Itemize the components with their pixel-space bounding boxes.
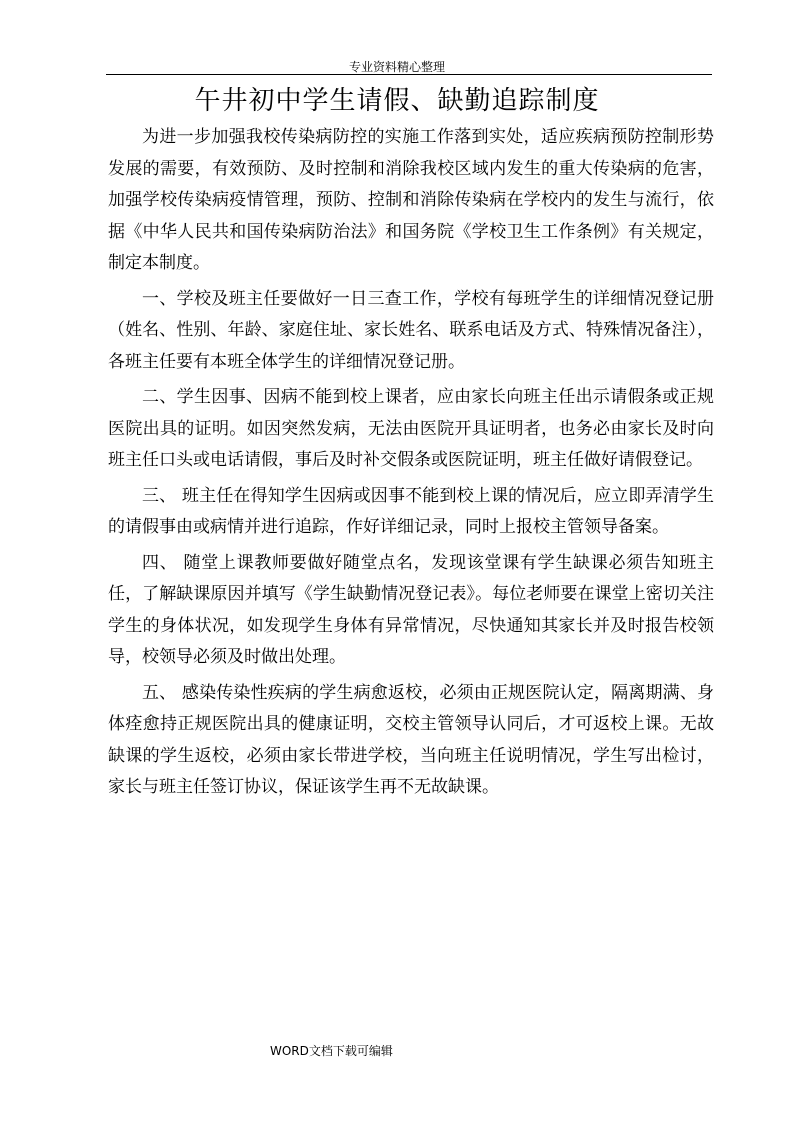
document-title: 午井初中学生请假、缺勤追踪制度 xyxy=(194,86,600,116)
paragraph-intro: 为进一步加强我校传染病防控的实施工作落到实处，适应疾病预防控制形势发展的需要，有效预防、及时控制和消除我校区域内发生的重大传染病的危害，加强学校传染病疫情管理，预防、控制和消除传染病在学校内的发生与流行，依据《中华人民共和国传染病防治法》和国务院《学校卫生工作条例》有关规定，制定本制度。 xyxy=(108,127,714,273)
page-header-text: 专业资料精心整理 xyxy=(348,60,445,74)
header-divider xyxy=(106,74,712,75)
paragraph-item-4: 四、 随堂上课教师要做好随堂点名，发现该堂课有学生缺课必须告知班主任，了解缺课原因并填写《学生缺勤情况登记表》。每位老师要在课堂上密切关注学生的身体状况，如发现学生身体有异常情况，尽快通知其家长并及时报告校领导，校领导必须及时做出处理。 xyxy=(108,552,714,667)
paragraph-item-3: 三、 班主任在得知学生因病或因事不能到校上课的情况后，应立即弄清学生的请假事由或病情并进行追踪，作好详细记录，同时上报校主管领导备案。 xyxy=(108,485,714,537)
document-body xyxy=(108,122,714,804)
paragraph-item-5: 五、 感染传染性疾病的学生病愈返校，必须由正规医院认定，隔离期满、身体痊愈持正规医院出具的健康证明，交校主管领导认同后，才可返校上课。无故缺课的学生返校，必须由家长带进学校，当向班主任说明情况，学生写出检讨，家长与班主任签订协议，保证该学生再不无故缺课。 xyxy=(108,682,714,797)
page-footer-text: WORD文档下载可编辑 xyxy=(270,1044,393,1058)
paragraph-item-2: 二、学生因事、因病不能到校上课者，应由家长向班主任出示请假条或正规医院出具的证明。如因突然发病，无法由医院开具证明者，也务必由家长及时向班主任口头或电话请假，事后及时补交假条或医院证明，班主任做好请假登记。 xyxy=(108,387,714,470)
paragraph-item-1: 一、学校及班主任要做好一日三查工作，学校有每班学生的详细情况登记册（姓名、性别、年龄、家庭住址、家长姓名、联系电话及方式、特殊情况备注），各班主任要有本班全体学生的详细情况登记册。 xyxy=(108,288,714,372)
